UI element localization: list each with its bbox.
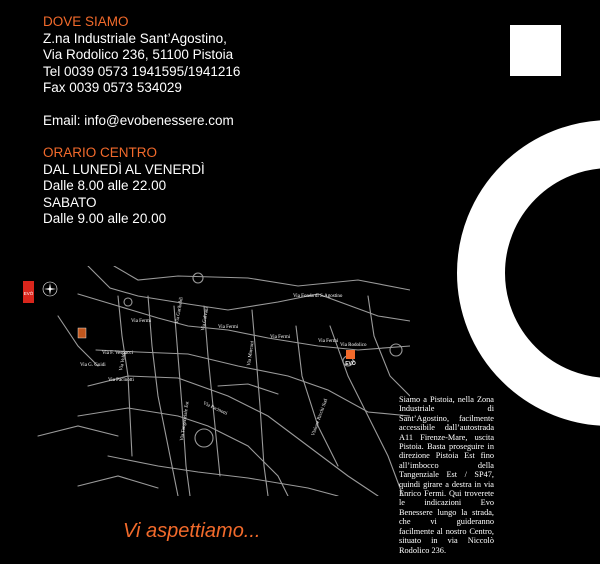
- logo-text: EVÒ: [23, 291, 34, 296]
- road-network: [38, 266, 410, 496]
- where-heading: DOVE SIAMO: [43, 14, 129, 29]
- saturday-hours: Dalle 9.00 alle 20.00: [43, 211, 167, 226]
- street-label: Vialone Ricchi Sud: [311, 398, 330, 437]
- evo-logo: [23, 281, 34, 303]
- street-label: Via G. Guidi: [80, 363, 106, 368]
- street-label: Via Pacinotti: [108, 378, 134, 383]
- street-label: Via Volta: [119, 352, 128, 372]
- directions-text: Siamo a Pistoia, nella Zona Industriale di Sant’Agostino, facilmente accessibile dall’autostrada A11 Firenze-Mare, uscita Pistoia. Basta proseguire in direzione Pistoia Est fino all’imbocco della Tangenziale Est / SP47, quindi girare a destra in via Enrico Fermi. Qui troverete le indicazioni Evo Benessere lungo la strada, che vi guideranno facilmente al nostro Centro, situato in via Niccolò Rodolico 236.: [399, 395, 494, 555]
- street-label: Via F. Vespucci: [102, 351, 134, 356]
- street-label: Via Galvani: [201, 306, 211, 332]
- saturday-label: SABATO: [43, 194, 97, 210]
- street-label: Via Fermi: [218, 325, 239, 330]
- tagline: Vi aspettiamo...: [123, 520, 261, 542]
- ring-graphic: [452, 120, 600, 426]
- address-line-1: Z.na Industriale Sant’Agostino,: [43, 30, 227, 46]
- location-map[interactable]: [18, 266, 410, 496]
- weekdays-hours: Dalle 8.00 alle 22.00: [43, 178, 167, 193]
- telephone: Tel 0039 0573 1941595/1941216: [43, 63, 241, 79]
- weekdays-label: DAL LUNEDÌ AL VENERDÌ: [43, 161, 205, 177]
- compass-icon: [43, 282, 57, 296]
- street-label: Via Tangenziale Est: [180, 401, 191, 442]
- email-link[interactable]: Email: info@evobenessere.com: [43, 112, 234, 128]
- street-label: Via Fermi: [131, 319, 152, 324]
- street-label: Via Fermi: [318, 339, 339, 344]
- street-label: Via Marconi: [247, 340, 256, 367]
- fax: Fax 0039 0573 534029: [43, 80, 182, 95]
- address-line-2: Via Rodolico 236, 51100 Pistoia: [43, 47, 234, 62]
- street-label: Via Rodolico: [340, 343, 367, 348]
- white-square-graphic: [510, 25, 561, 76]
- street-label: Via Fermi: [270, 335, 291, 340]
- marker-label: EVÒ: [345, 361, 356, 367]
- small-marker-icon: [78, 328, 86, 338]
- hours-heading: ORARIO CENTRO: [43, 145, 158, 160]
- street-label: Via Garibaldi: [175, 296, 185, 325]
- contact-info: [43, 14, 240, 228]
- street-labels: [80, 294, 367, 441]
- location-marker-icon[interactable]: [345, 350, 356, 367]
- street-label: Via Pacinotti: [202, 401, 228, 417]
- street-label: Via Fonda di S.Agostino: [293, 294, 343, 299]
